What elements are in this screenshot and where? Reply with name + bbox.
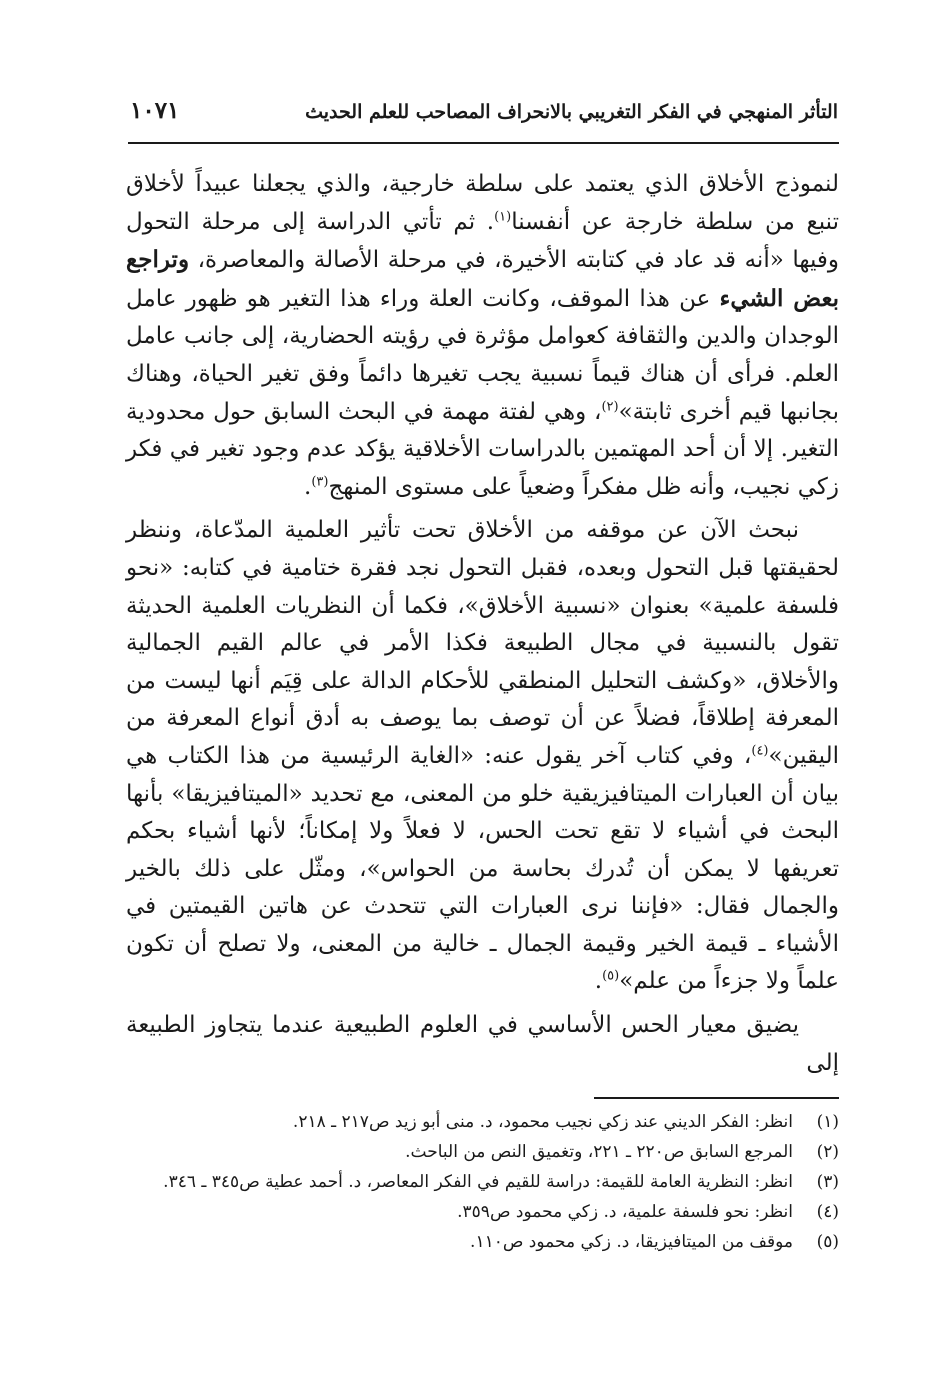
footnote-ref-3: (٣) (311, 474, 329, 490)
footnote-4 (126, 1197, 839, 1227)
footnote-text: انظر: الفكر الديني عند زكي نجيب محمود، د. منى أبو زيد ص٢١٧ ـ ٢١٨. (292, 1112, 793, 1132)
footnote-1 (126, 1107, 839, 1137)
main-text (126, 166, 839, 1088)
footnote-ref-2: (٢) (601, 398, 619, 414)
footnote-ref-4: (٤) (751, 743, 769, 759)
paragraph-1-text-a: لنموذج الأخلاق الذي يعتمد على سلطة خارجية، والذي يجعلنا عبيداً لأخلاق تنبع من سلطة خارجة عن أنفسنا (126, 171, 839, 235)
footnote-number: (٣) (816, 1172, 839, 1192)
footnote-2 (126, 1137, 839, 1167)
footnote-text: انظر: نحو فلسفة علمية، د. زكي محمود ص٣٥٩. (457, 1202, 793, 1222)
footnote-number: (٥) (816, 1232, 839, 1252)
footnote-number: (٤) (816, 1202, 839, 1222)
footnote-text: المرجع السابق ص٢٢٠ ـ ٢٢١، وتغميق النص من الباحث. (405, 1142, 793, 1162)
running-title: التأثر المنهجي في الفكر التغريبي بالانحراف المصاحب للعلم الحديث (305, 101, 838, 123)
paragraph-2-text-b: ، وفي كتاب آخر يقول عنه: «الغاية الرئيسية من هذا الكتاب هي بيان أن العبارات الميتافيزيقية خلو من المعنى، مع تحديد «الميتافيزيقا» بأنها البحث في أشياء لا تقع تحت الحس، لا فعلاً ولا إمكاناً؛ لأنها أشياء بحكم تعريفها لا يمكن أن تُدرك بحاسة من الحواس»، ومثّل على ذلك بالخير والجمال فقال: «فإننا نرى العبارات التي تتحدث عن هاتين القيمتين في الأشياء ـ قيمة الخير وقيمة الجمال ـ خالية من المعنى، ولا تصلح أن تكون علماً ولا جزءاً من علم» (126, 742, 839, 995)
paragraph-2 (126, 512, 839, 1001)
paragraph-1 (126, 166, 839, 506)
footnote-ref-5: (٥) (602, 968, 620, 984)
footnote-text: موقف من الميتافيزيقا، د. زكي محمود ص١١٠. (470, 1232, 793, 1252)
header-rule (128, 142, 839, 144)
paragraph-2-text-a: نبحث الآن عن موقفه من الأخلاق تحت تأثير العلمية المدّعاة، وننظر لحقيقتها قبل التحول وبعده، فقبل التحول نجد فقرة ختامية في كتابه: «نحو فلسفة علمية» بعنوان «نسبية الأخلاق»، فكما أن النظريات العلمية الحديثة تقول بالنسبية في مجال الطبيعة فكذا الأمر في عالم القيم الجمالية والأخلاق، «وكشف التحليل المنطقي للأحكام الدالة على قِيَم أنها ليست من المعرفة إطلاقاً، فضلاً عن أن توصف بما يوصف به أدق أنواع المعرفة من اليقين» (126, 517, 839, 769)
page-number: ١٠٧١ (130, 97, 180, 124)
paragraph-2-text-c: . (594, 968, 603, 995)
paragraph-1-text-c: عن هذا الموقف، وكانت العلة وراء هذا التغير هو ظهور عامل الوجدان والدين والثقافة كعوامل مؤثرة في رؤيته الحضارية، إلى جانب عامل العلم. فرأى أن هناك قيماً نسبية يجب تغيرها دائماً وفق تغير الحياة، وهناك بجانبها قيم أخرى ثابتة» (126, 285, 839, 425)
footnote-text: انظر: النظرية العامة للقيمة: دراسة للقيم في الفكر المعاصر، د. أحمد عطية ص٣٤٥ ـ ٣٤٦. (163, 1172, 793, 1192)
paragraph-1-bold-text: وتراجع بعض الشيء (126, 246, 839, 312)
footnote-rule (594, 1097, 839, 1099)
footnote-5 (126, 1227, 839, 1257)
footnote-3 (126, 1167, 839, 1197)
footnote-number: (٢) (816, 1142, 839, 1162)
paragraph-1-text-b: . ثم تأتي الدراسة إلى مرحلة التحول وفيها «أنه قد عاد في كتابته الأخيرة، في مرحلة الأصالة والمعاصرة، (126, 208, 839, 274)
footnotes (126, 1107, 839, 1257)
paragraph-1-text-e: . (304, 473, 312, 500)
paragraph-3: يضيق معيار الحس الأساسي في العلوم الطبيعية عندما يتجاوز الطبيعة إلى (126, 1012, 839, 1076)
footnote-number: (١) (816, 1112, 839, 1132)
footnote-ref-1: (١) (494, 208, 512, 224)
paragraph-1-text-d: ، وهي لفتة مهمة في البحث السابق حول محدودية التغير. إلا أن أحد المهتمين بالدراسات الأخلاقية يؤكد عدم وجود تغير في فكر زكي نجيب، وأنه ظل مفكراً وضعياً على مستوى المنهج (126, 398, 839, 500)
